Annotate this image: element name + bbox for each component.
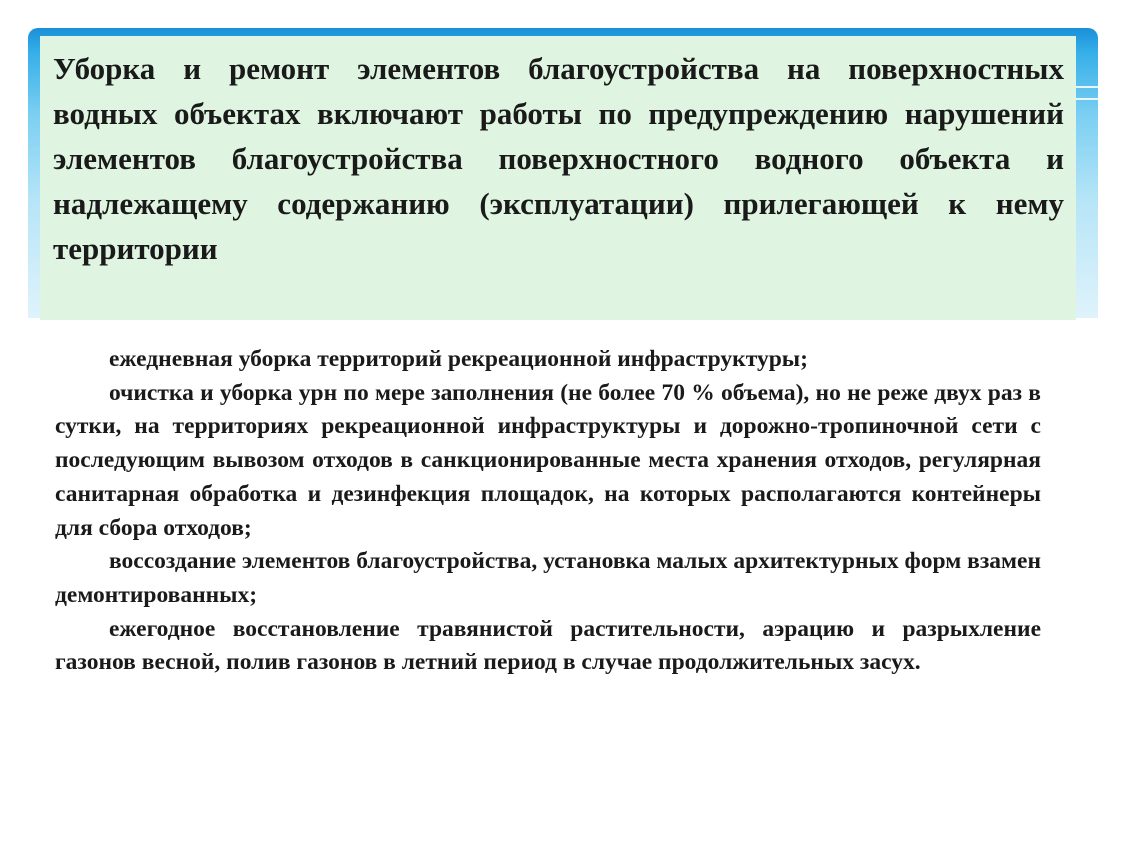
body-paragraph: воссоздание элементов благоустройства, установка малых архитектурных форм взамен демонтированных; [55, 548, 1041, 608]
body-paragraph: очистка и уборка урн по мере заполнения (не более 70 % объема), но не реже двух раз в сутки, на территориях рекреационной инфраструктуры и дорожно-тропиночной сети с последующим вывозом отходов в санкционированные места хранения отходов, регулярная санитарная обработка и дезинфекция площадок, на которых располагаются контейнеры для сбора отходов; [55, 379, 1041, 541]
heading-box [40, 36, 1076, 320]
body-paragraph: ежегодное восстановление травянистой растительности, аэрацию и разрыхление газонов весной, полив газонов в летний период в случае продолжительных засух. [55, 615, 1041, 676]
slide-body [55, 343, 1041, 680]
slide-heading: Уборка и ремонт элементов благоустройства на поверхностных водных объектах включают работы по предупреждению нарушений элементов благоустройства поверхностного водного объекта и надлежащему содержанию (эксплуатации) прилегающей к нему территории [53, 51, 1064, 266]
body-paragraph: ежедневная уборка территорий рекреационной инфраструктуры; [109, 346, 808, 372]
